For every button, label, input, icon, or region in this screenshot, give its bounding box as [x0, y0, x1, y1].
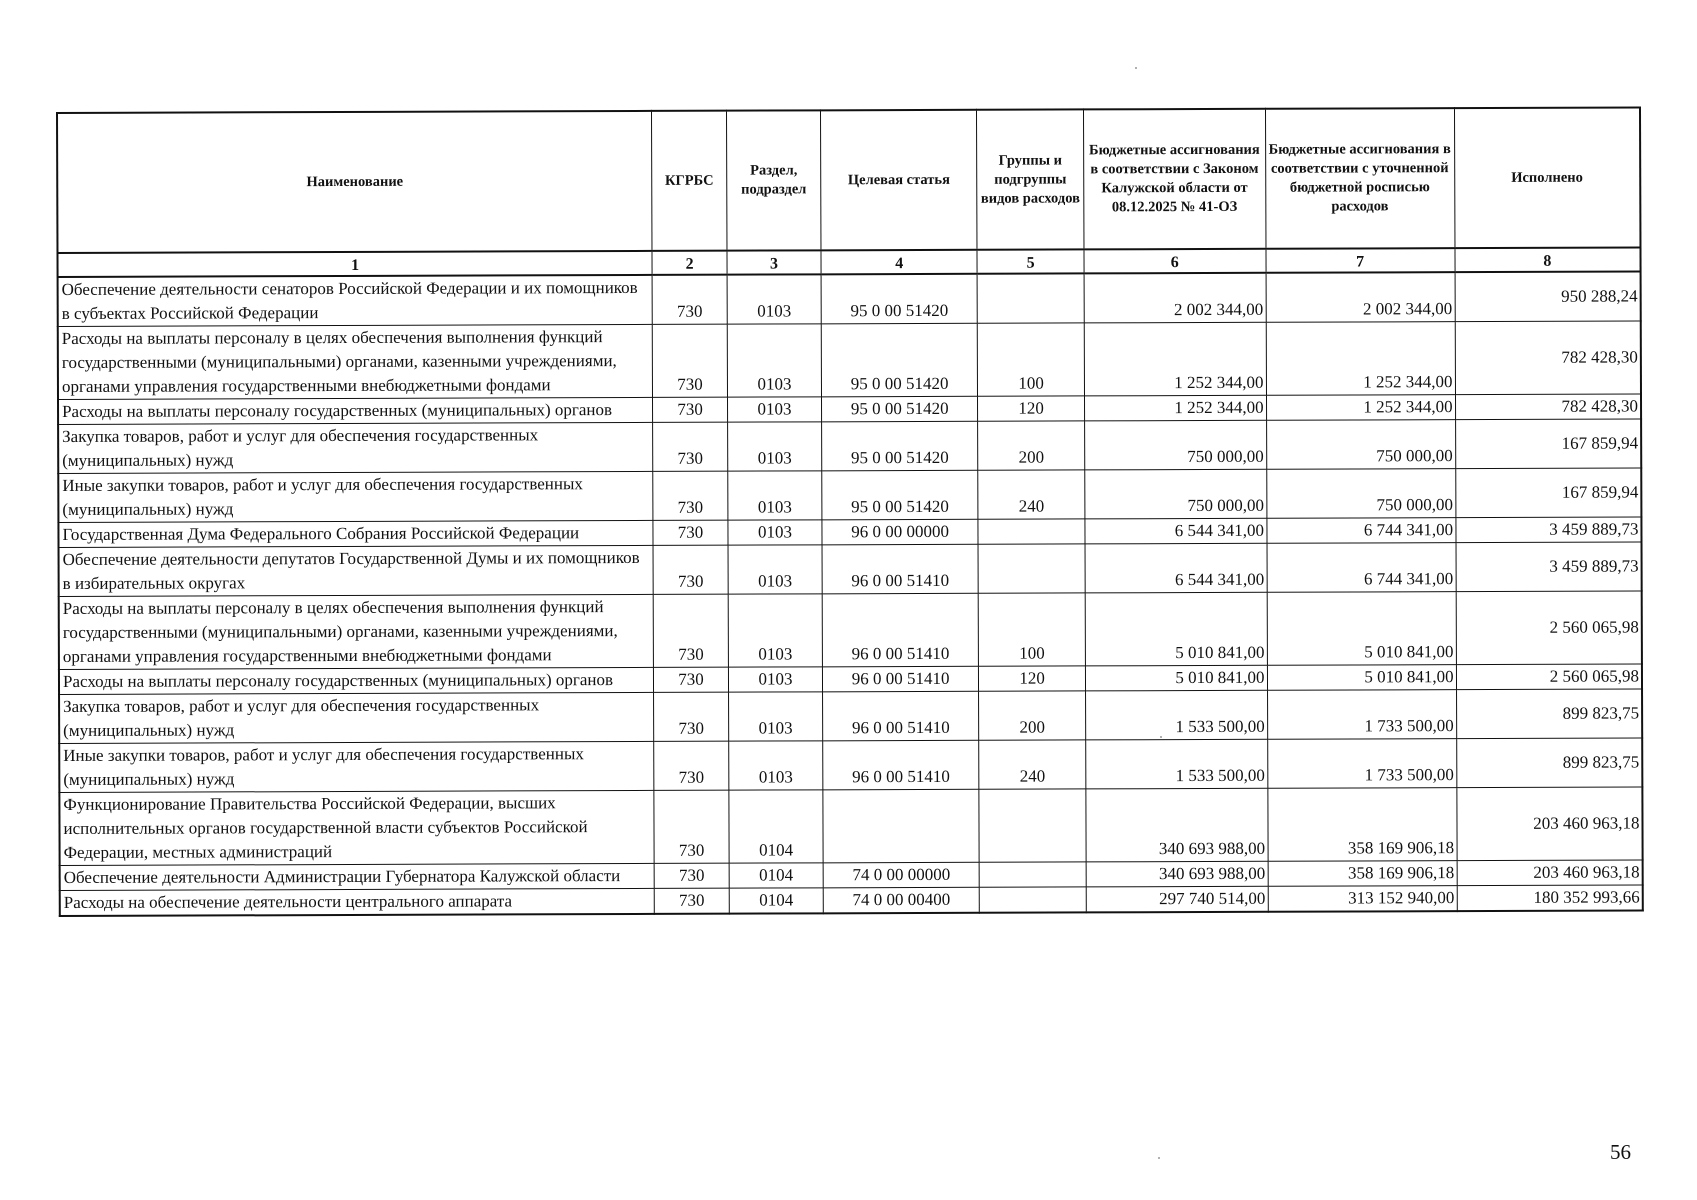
table-row — [58, 419, 1641, 474]
row-law-amount-cell: 5 010 841,00 — [1085, 592, 1267, 666]
row-name-cell: Расходы на выплаты персоналу в целях обеспечения выполнения функций государственными (муниципальными) органами, казенными учреждениями, органами управления государственными внебюджетными фондами — [58, 324, 653, 399]
row-group-cell: 200 — [978, 421, 1085, 470]
col-header-groups: Группы и подгруппы видов расходов — [977, 109, 1084, 249]
row-name-cell: Расходы на выплаты персоналу государственных (муниципальных) органов — [58, 397, 653, 424]
row-target-cell — [823, 789, 980, 863]
row-target-cell: 95 0 00 51420 — [822, 470, 978, 520]
row-executed-amount-cell: 3 459 889,73 — [1456, 517, 1642, 543]
row-group-cell: 240 — [979, 740, 1086, 789]
col-number: 3 — [727, 250, 821, 274]
table-body — [58, 271, 1643, 916]
table-row — [58, 271, 1641, 326]
row-target-cell: 74 0 00 00400 — [823, 887, 979, 913]
col-number: 8 — [1455, 247, 1641, 272]
row-refined-amount-cell: 6 744 341,00 — [1267, 543, 1456, 593]
row-law-amount-cell: 750 000,00 — [1085, 469, 1267, 519]
row-kgrbs-cell: 730 — [653, 545, 728, 594]
row-law-amount-cell: 6 544 341,00 — [1085, 518, 1267, 544]
row-target-cell: 95 0 00 51420 — [821, 396, 977, 422]
table-row — [59, 542, 1642, 597]
row-kgrbs-cell: 730 — [653, 471, 728, 520]
row-refined-amount-cell: 750 000,00 — [1266, 469, 1455, 519]
col-header-section: Раздел, подраздел — [727, 110, 821, 250]
row-kgrbs-cell: 730 — [653, 667, 728, 692]
row-name-cell: Обеспечение деятельности депутатов Государственной Думы и их помощников в избирательных округах — [59, 545, 654, 596]
row-target-cell: 95 0 00 51420 — [821, 323, 978, 397]
row-section-cell: 0104 — [729, 888, 823, 914]
row-kgrbs-cell: 730 — [654, 692, 729, 741]
table-row — [59, 591, 1642, 670]
table-row — [58, 321, 1641, 400]
row-refined-amount-cell: 2 002 344,00 — [1266, 272, 1455, 322]
row-section-cell: 0103 — [727, 324, 821, 397]
row-refined-amount-cell: 358 169 906,18 — [1268, 861, 1457, 887]
row-law-amount-cell: 6 544 341,00 — [1085, 543, 1267, 593]
row-group-cell — [979, 862, 1086, 887]
row-refined-amount-cell: 1 733 500,00 — [1267, 690, 1456, 740]
col-number: 4 — [821, 250, 977, 275]
row-name-cell: Обеспечение деятельности сенаторов Российской Федерации и их помощников в субъектах Российской Федерации — [58, 275, 653, 327]
row-kgrbs-cell: 730 — [653, 422, 728, 471]
row-executed-amount-cell: 180 352 993,66 — [1457, 885, 1643, 911]
row-name-cell: Функционирование Правительства Российской Федерации, высших исполнительных органов государственной власти субъектов Российской Федерации, местных администраций — [59, 790, 654, 865]
row-law-amount-cell: 750 000,00 — [1085, 420, 1267, 470]
row-law-amount-cell: 1 252 344,00 — [1084, 322, 1266, 396]
row-executed-amount-cell: 167 859,94 — [1455, 468, 1641, 518]
row-refined-amount-cell: 6 744 341,00 — [1266, 518, 1455, 544]
row-refined-amount-cell: 5 010 841,00 — [1267, 665, 1456, 691]
row-kgrbs-cell: 730 — [652, 324, 727, 397]
row-executed-amount-cell: 203 460 963,18 — [1457, 860, 1643, 886]
row-name-cell: Иные закупки товаров, работ и услуг для обеспечения государственных (муниципальных) нужд — [59, 741, 654, 792]
row-group-cell — [977, 273, 1084, 323]
row-kgrbs-cell: 730 — [653, 594, 728, 667]
page-number: 56 — [1610, 1140, 1631, 1164]
row-refined-amount-cell: 1 252 344,00 — [1266, 395, 1455, 421]
row-section-cell: 0103 — [728, 545, 822, 594]
row-law-amount-cell: 1 533 500,00 — [1085, 690, 1267, 740]
row-kgrbs-cell: 730 — [652, 275, 727, 325]
row-target-cell: 96 0 00 51410 — [823, 691, 979, 741]
scan-speck — [1135, 67, 1137, 69]
row-executed-amount-cell: 2 560 065,98 — [1456, 664, 1642, 690]
row-group-cell: 100 — [978, 323, 1085, 396]
row-section-cell: 0103 — [728, 594, 822, 667]
row-law-amount-cell: 1 533 500,00 — [1086, 739, 1268, 789]
row-executed-amount-cell: 899 823,75 — [1456, 689, 1642, 739]
row-name-cell: Обеспечение деятельности Администрации Губернатора Калужской области — [60, 863, 655, 890]
col-header-law: Бюджетные ассигнования в соответствии с Законом Калужской области от 08.12.2025 № 41-ОЗ — [1083, 109, 1265, 250]
row-refined-amount-cell: 313 152 940,00 — [1268, 886, 1457, 912]
row-name-cell: Закупка товаров, работ и услуг для обеспечения государственных (муниципальных) нужд — [59, 692, 654, 743]
table-row — [59, 738, 1642, 793]
row-kgrbs-cell: 730 — [654, 741, 729, 790]
row-law-amount-cell: 5 010 841,00 — [1085, 665, 1267, 691]
header-row — [57, 107, 1640, 253]
row-refined-amount-cell: 358 169 906,18 — [1267, 788, 1456, 862]
row-group-cell: 120 — [978, 396, 1085, 421]
row-executed-amount-cell: 2 560 065,98 — [1456, 591, 1642, 665]
row-target-cell: 95 0 00 51420 — [822, 421, 978, 471]
col-header-target: Целевая статья — [820, 110, 977, 251]
row-executed-amount-cell: 899 823,75 — [1456, 738, 1642, 788]
row-section-cell: 0103 — [729, 741, 823, 790]
row-executed-amount-cell: 950 288,24 — [1455, 271, 1641, 321]
scan-speck — [1158, 1157, 1160, 1159]
budget-table — [56, 106, 1644, 917]
table-row — [60, 885, 1643, 916]
row-refined-amount-cell: 1 252 344,00 — [1266, 322, 1455, 396]
row-kgrbs-cell: 730 — [654, 888, 729, 914]
row-kgrbs-cell: 730 — [653, 397, 728, 422]
row-name-cell: Государственная Дума Федерального Собрания Российской Федерации — [58, 520, 653, 547]
row-section-cell: 0103 — [728, 422, 822, 471]
row-section-cell: 0103 — [729, 692, 823, 741]
row-target-cell: 96 0 00 51410 — [822, 593, 979, 667]
col-header-name: Наименование — [57, 111, 652, 253]
table-row — [59, 689, 1642, 744]
col-header-executed: Исполнено — [1454, 107, 1640, 248]
col-number: 7 — [1266, 248, 1455, 273]
row-group-cell: 240 — [978, 470, 1085, 519]
row-target-cell: 96 0 00 51410 — [823, 740, 979, 790]
row-target-cell: 96 0 00 51410 — [822, 544, 978, 594]
row-group-cell — [978, 544, 1085, 593]
row-law-amount-cell: 1 252 344,00 — [1084, 395, 1266, 421]
row-group-cell — [979, 887, 1086, 913]
row-law-amount-cell: 2 002 344,00 — [1084, 273, 1266, 323]
row-executed-amount-cell: 782 428,30 — [1455, 394, 1641, 420]
row-target-cell: 74 0 00 00000 — [823, 862, 979, 888]
row-refined-amount-cell: 1 733 500,00 — [1267, 739, 1456, 789]
row-name-cell: Иные закупки товаров, работ и услуг для обеспечения государственных (муниципальных) нужд — [58, 471, 653, 522]
row-kgrbs-cell: 730 — [653, 520, 728, 545]
row-target-cell: 96 0 00 00000 — [822, 519, 978, 545]
row-executed-amount-cell: 3 459 889,73 — [1456, 542, 1642, 592]
table-row — [59, 787, 1642, 866]
row-group-cell: 100 — [978, 593, 1085, 666]
row-law-amount-cell: 340 693 988,00 — [1086, 861, 1268, 887]
col-number: 5 — [977, 249, 1084, 273]
row-group-cell: 200 — [979, 691, 1086, 740]
scan-speck — [1160, 736, 1162, 738]
row-executed-amount-cell: 167 859,94 — [1455, 419, 1641, 469]
row-group-cell — [978, 519, 1085, 544]
col-header-refined: Бюджетные ассигнования в соответствии с уточненной бюджетной росписью расходов — [1265, 108, 1455, 249]
row-name-cell: Закупка товаров, работ и услуг для обеспечения государственных (муниципальных) нужд — [58, 422, 653, 473]
row-group-cell: 120 — [979, 666, 1086, 691]
row-target-cell: 95 0 00 51420 — [821, 274, 977, 324]
row-target-cell: 96 0 00 51410 — [822, 666, 978, 692]
table-row — [58, 468, 1641, 523]
row-section-cell: 0103 — [728, 397, 822, 422]
budget-table-sheet — [56, 106, 1644, 917]
row-refined-amount-cell: 750 000,00 — [1266, 420, 1455, 470]
col-header-kgrbs: КГРБС — [652, 111, 727, 251]
row-section-cell: 0103 — [728, 520, 822, 545]
row-section-cell: 0104 — [729, 790, 823, 863]
row-executed-amount-cell: 782 428,30 — [1455, 321, 1641, 395]
row-executed-amount-cell: 203 460 963,18 — [1456, 787, 1642, 861]
col-number: 6 — [1084, 249, 1266, 274]
row-name-cell: Расходы на обеспечение деятельности центрального аппарата — [60, 888, 655, 916]
row-law-amount-cell: 340 693 988,00 — [1086, 788, 1268, 862]
row-name-cell: Расходы на выплаты персоналу государственных (муниципальных) органов — [59, 667, 654, 694]
row-section-cell: 0103 — [727, 274, 821, 324]
row-section-cell: 0103 — [728, 667, 822, 692]
col-number: 2 — [652, 251, 727, 275]
row-group-cell — [979, 789, 1086, 862]
row-name-cell: Расходы на выплаты персоналу в целях обеспечения выполнения функций государственными (муниципальными) органами, казенными учреждениями, органами управления государственными внебюджетными фондами — [59, 594, 654, 669]
row-section-cell: 0104 — [729, 863, 823, 888]
row-kgrbs-cell: 730 — [654, 863, 729, 888]
row-kgrbs-cell: 730 — [654, 790, 729, 863]
row-section-cell: 0103 — [728, 471, 822, 520]
row-refined-amount-cell: 5 010 841,00 — [1267, 592, 1456, 666]
row-law-amount-cell: 297 740 514,00 — [1086, 886, 1268, 912]
col-number: 1 — [57, 251, 652, 277]
